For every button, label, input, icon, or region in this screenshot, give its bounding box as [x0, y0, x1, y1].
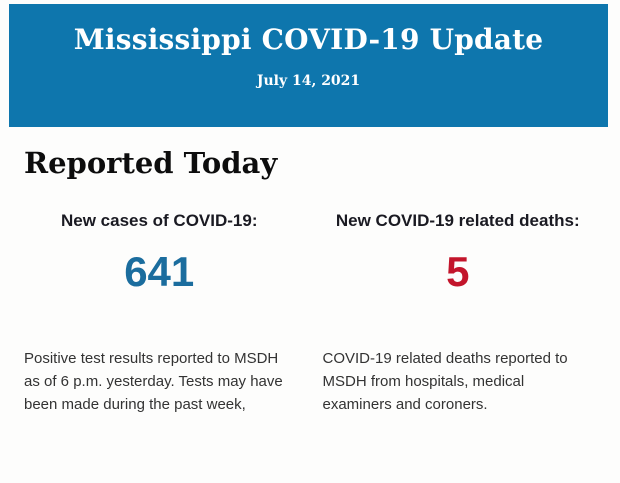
stat-new-cases	[24, 211, 295, 416]
new-deaths-description: COVID-19 related deaths reported to MSDH from hospitals, medical examiners and coroners.	[322, 350, 568, 413]
header-banner	[9, 4, 608, 127]
report-date: July 14, 2021	[256, 73, 361, 89]
new-cases-label: New cases of COVID-19:	[60, 211, 258, 230]
new-deaths-label: New COVID-19 related deaths:	[335, 211, 580, 230]
report-body	[9, 145, 608, 416]
new-cases-description: Positive test results reported to MSDH as of 6 p.m. yesterday. Tests may have been made during the past week,	[24, 350, 283, 413]
new-cases-value: 641	[124, 248, 195, 295]
page-title: Mississippi COVID-19 Update	[73, 23, 544, 56]
section-heading: Reported Today	[24, 146, 278, 180]
stat-new-deaths	[323, 211, 594, 416]
stats-grid	[24, 211, 593, 416]
new-deaths-value: 5	[446, 248, 470, 295]
covid-update-card	[9, 4, 608, 416]
